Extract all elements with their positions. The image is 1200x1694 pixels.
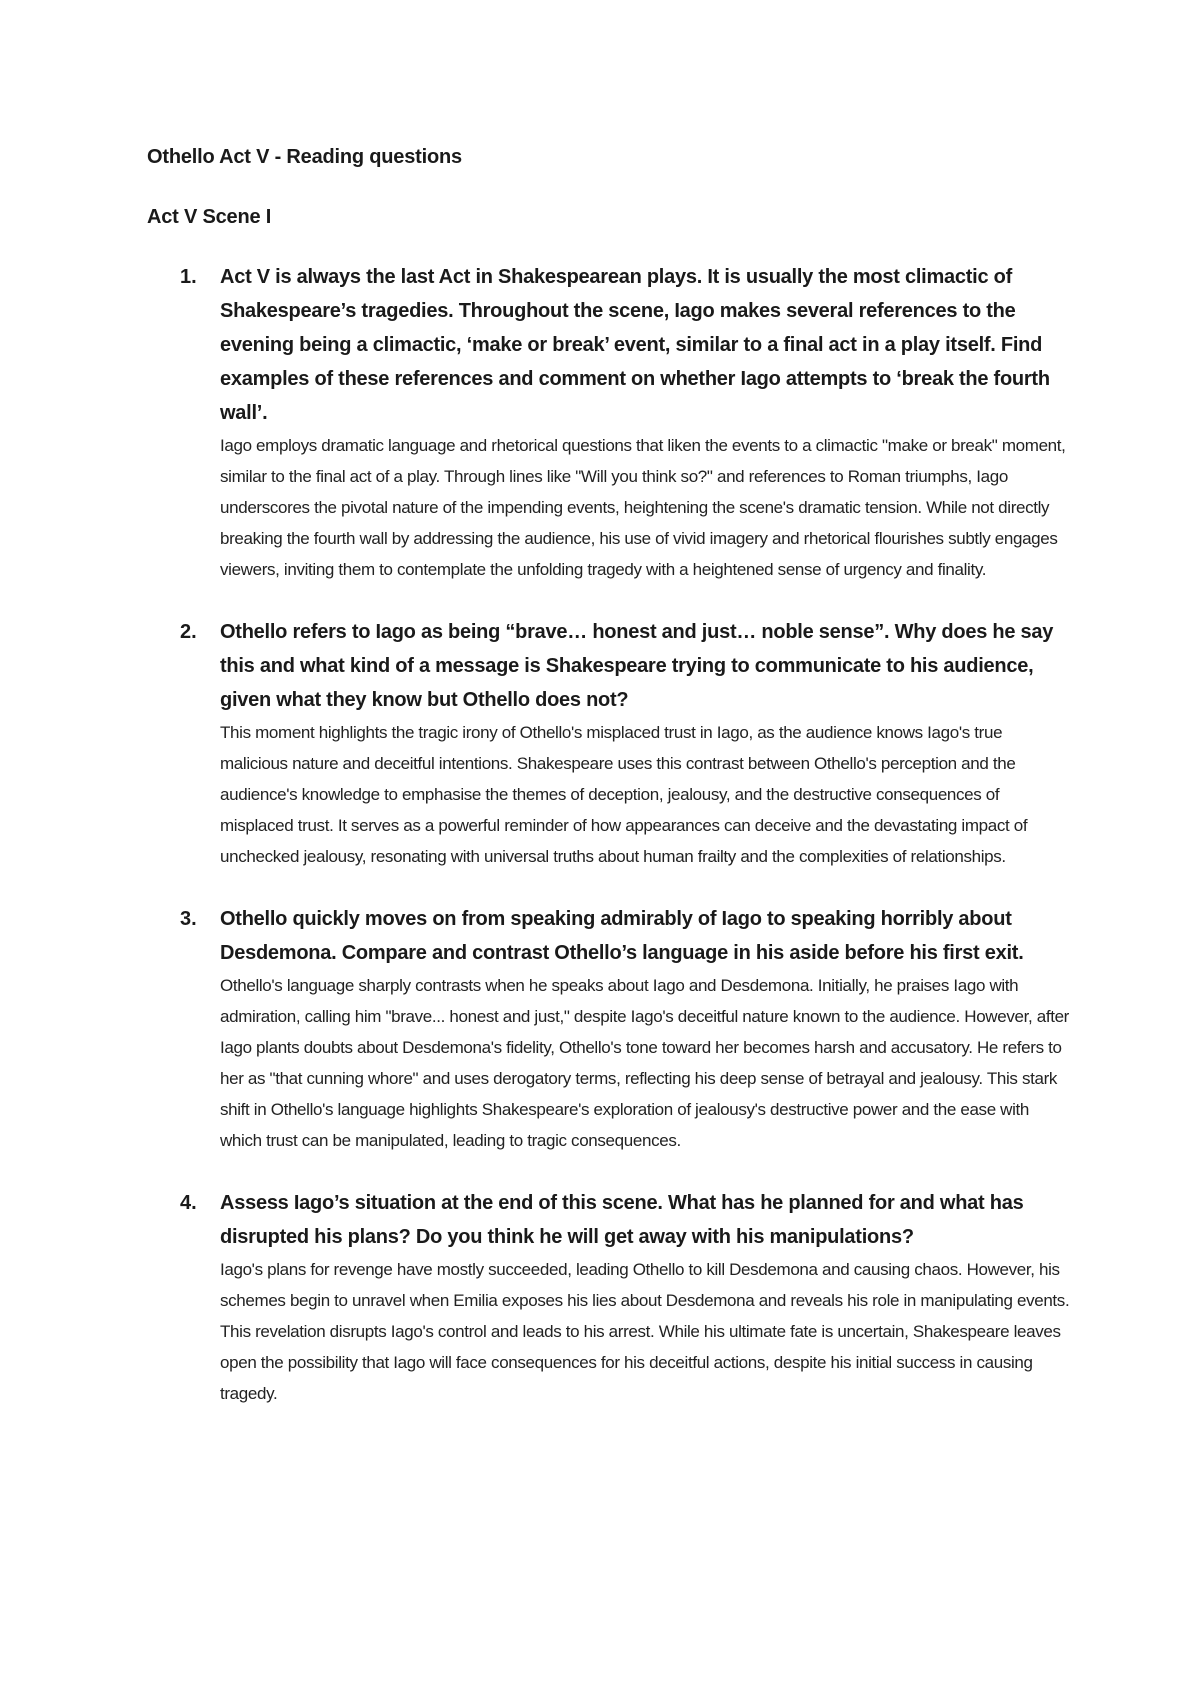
question-text: Assess Iago’s situation at the end of this scene. What has he planned for and what has disrupted his plans? Do you think he will get away with his manipulations?	[220, 1192, 1024, 1248]
answer-text: Iago employs dramatic language and rhetorical questions that liken the events to a climactic "make or break" moment, similar to the final act of a play. Through lines like "Will you think so?" and references to Roman triumphs, Iago underscores the pivotal nature of the impending events, heightening the scene's dramatic tension. While not directly breaking the fourth wall by addressing the audience, his use of vivid imagery and rhetorical flourishes subtly engages viewers, inviting them to contemplate the unfolding tragedy with a heightened sense of urgency and finality.	[220, 436, 1066, 579]
answer-text: This moment highlights the tragic irony of Othello's misplaced trust in Iago, as the audience knows Iago's true malicious nature and deceitful intentions. Shakespeare uses this contrast between Othello's perception and the audience's knowledge to emphasise the themes of deception, jealousy, and the destructive consequences of misplaced trust. It serves as a powerful reminder of how appearances can deceive and the devastating impact of unchecked jealousy, resonating with universal truths about human frailty and the complexities of relationships.	[220, 723, 1028, 866]
document-title: Othello Act V - Reading questions	[147, 146, 462, 168]
question-text: Othello quickly moves on from speaking admirably of Iago to speaking horribly about Desdemona. Compare and contrast Othello’s language in his aside before his first exit.	[220, 908, 1024, 964]
question-text: Othello refers to Iago as being “brave… honest and just… noble sense”. Why does he say this and what kind of a message is Shakespeare trying to communicate to his audience, given what they know but Othello does not?	[220, 621, 1054, 711]
question-number: 3.	[180, 908, 197, 930]
question-item	[147, 902, 1070, 1156]
question-number: 2.	[180, 621, 197, 643]
question-number: 4.	[180, 1192, 197, 1214]
question-item	[147, 260, 1070, 585]
answer-text: Iago's plans for revenge have mostly succeeded, leading Othello to kill Desdemona and causing chaos. However, his schemes begin to unravel when Emilia exposes his lies about Desdemona and reveals his role in manipulating events. This revelation disrupts Iago's control and leads to his arrest. While his ultimate fate is uncertain, Shakespeare leaves open the possibility that Iago will face consequences for his deceitful actions, despite his initial success in causing tragedy.	[220, 1260, 1070, 1403]
question-text: Act V is always the last Act in Shakespearean plays. It is usually the most climactic of Shakespeare’s tragedies. Throughout the scene, Iago makes several references to the evening being a climactic, ‘make or break’ event, similar to a final act in a play itself. Find examples of these references and comment on whether Iago attempts to ‘break the fourth wall’.	[220, 266, 1050, 424]
question-list	[147, 260, 1070, 1409]
answer-text: Othello's language sharply contrasts when he speaks about Iago and Desdemona. Initially, he praises Iago with admiration, calling him "brave... honest and just," despite Iago's deceitful nature known to the audience. However, after Iago plants doubts about Desdemona's fidelity, Othello's tone toward her becomes harsh and accusatory. He refers to her as "that cunning whore" and uses derogatory terms, reflecting his deep sense of betrayal and jealousy. This stark shift in Othello's language highlights Shakespeare's exploration of jealousy's destructive power and the ease with which trust can be manipulated, leading to tragic consequences.	[220, 976, 1069, 1150]
question-item	[147, 615, 1070, 872]
question-number: 1.	[180, 266, 197, 288]
scene-heading: Act V Scene I	[147, 206, 272, 228]
question-item	[147, 1186, 1070, 1409]
